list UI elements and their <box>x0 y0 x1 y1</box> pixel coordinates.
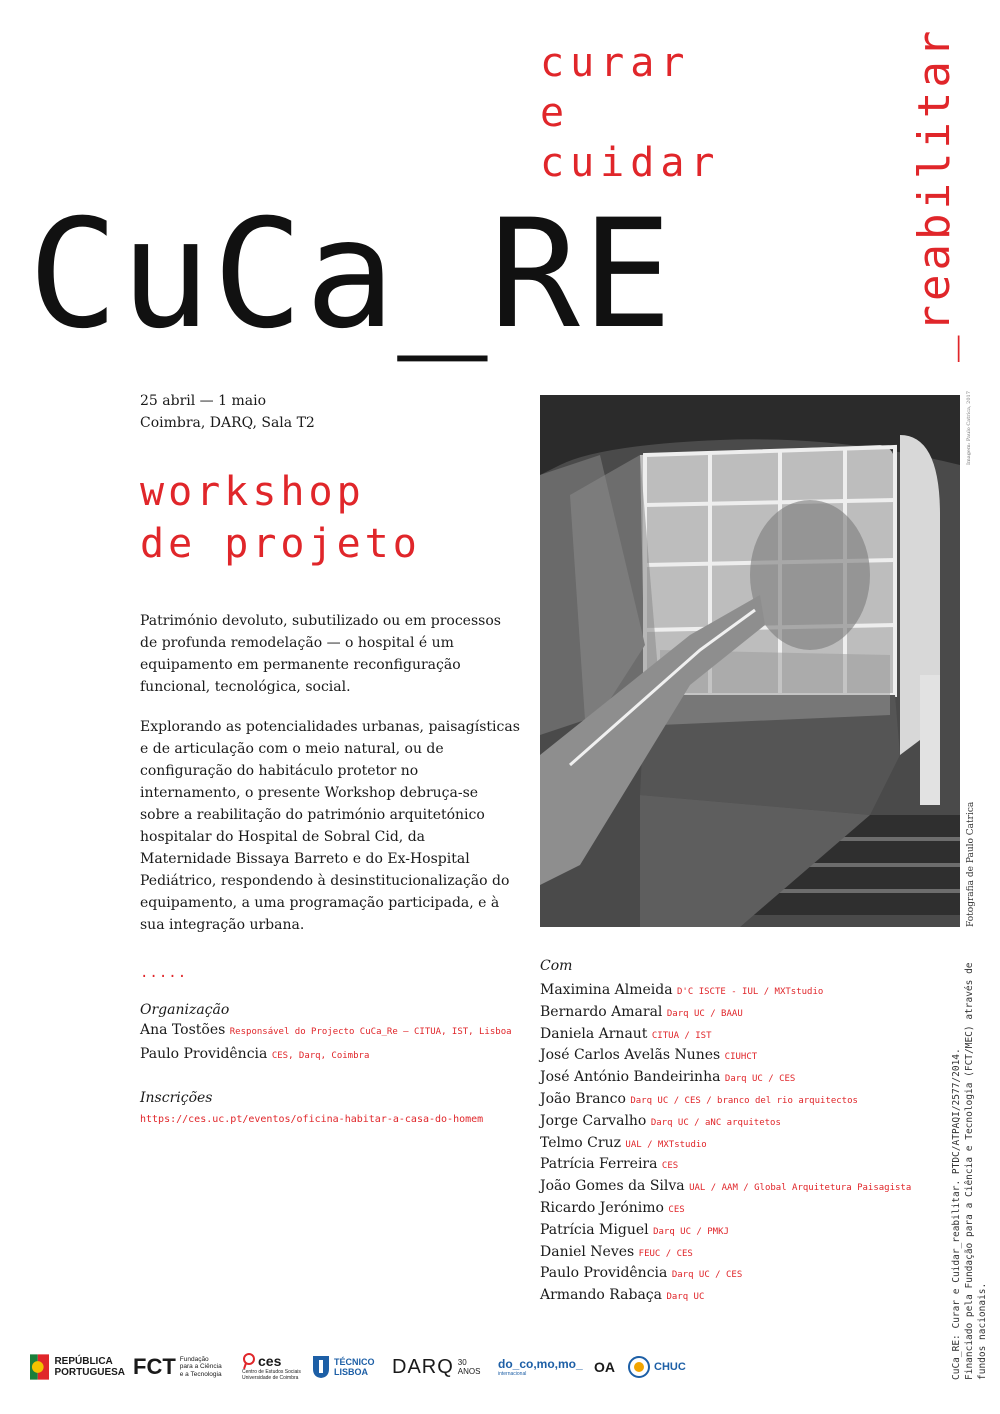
event-dates: 25 abril — 1 maio <box>140 393 267 409</box>
vertical-tag-reabilitar: _reabilitar <box>909 26 960 362</box>
tecnico-line: LISBOA <box>334 1367 369 1377</box>
participant-affiliation: CES <box>661 1161 679 1172</box>
participant-row <box>540 1176 960 1198</box>
participant-affiliation: CES <box>668 1204 685 1215</box>
participant-row <box>540 1111 960 1133</box>
event-info <box>140 390 315 434</box>
participant-affiliation: Darq UC / PMKJ <box>653 1226 729 1237</box>
chuc-logo <box>628 1345 706 1389</box>
organizer-row <box>140 1046 369 1062</box>
participant-affiliation: D'C ISCTE - IUL / MXTstudio <box>677 987 824 997</box>
ces-symbol-icon <box>242 1353 256 1369</box>
fct-mark: FCT <box>133 1354 176 1379</box>
republica-portuguesa-logo <box>30 1345 125 1389</box>
organizer-affiliation: CES, Darq, Coimbra <box>271 1051 370 1061</box>
republica-line: PORTUGUESA <box>54 1367 125 1378</box>
participant-name: Armando Rabaça <box>540 1287 662 1304</box>
participant-name: João Branco <box>540 1090 626 1107</box>
participant-affiliation: UAL / AAM / Global Arquitetura Paisagista <box>689 1183 912 1194</box>
participant-name: José António Bandeirinha <box>540 1069 721 1086</box>
darq-logo <box>392 1345 492 1389</box>
photo-credit <box>966 790 980 927</box>
workshop-title <box>140 466 421 570</box>
participant-row <box>540 1154 960 1176</box>
participant-affiliation: Darq UC / aNC arquitetos <box>650 1117 781 1128</box>
participant-name: Patrícia Ferreira <box>540 1156 658 1173</box>
organizer-name: Paulo Providência <box>140 1046 268 1062</box>
fct-line: Fundação <box>179 1355 209 1363</box>
photo-credit-text: Fotografia de Paulo Catrica <box>966 801 976 927</box>
participant-affiliation: Darq UC / CES <box>724 1074 796 1085</box>
participant-affiliation: Darq UC <box>666 1292 705 1303</box>
workshop-title-line: workshop <box>140 469 365 515</box>
docomomo-sub: internacional <box>498 1371 527 1377</box>
participant-row <box>540 1024 960 1046</box>
description-paragraph-1: Património devoluto, subutilizado ou em processos de profunda remodelação — o hospital é um equipamento em permanente reconfiguração funcional, tecnológica, social. <box>140 613 501 695</box>
main-title: CuCa_RE <box>28 188 675 362</box>
participant-row <box>540 1133 960 1155</box>
oa-logo <box>594 1345 622 1389</box>
participant-row <box>540 1067 960 1089</box>
participant-affiliation: UAL / MXTstudio <box>625 1139 707 1150</box>
subtitle-line: cuidar <box>540 140 721 186</box>
chuc-emblem-icon <box>628 1356 650 1378</box>
fct-logo <box>133 1345 243 1389</box>
financing-text <box>950 960 989 1380</box>
docomomo-logo <box>498 1345 586 1389</box>
darq-mark: DARQ <box>392 1355 454 1378</box>
participant-affiliation: Darq UC / CES <box>671 1270 743 1281</box>
participant-name: Daniel Neves <box>540 1243 635 1260</box>
participant-name: Paulo Providência <box>540 1265 668 1282</box>
chuc-mark: CHUC <box>654 1361 686 1373</box>
participant-name: Bernardo Amaral <box>540 1003 663 1020</box>
participant-name: Ricardo Jerónimo <box>540 1199 664 1216</box>
workshop-title-line: de projeto <box>140 521 421 567</box>
tecnico-shield-icon <box>312 1355 330 1379</box>
financing-line: CuCa_RE: Curar e Cuidar_reabilitar. PTDC/ATPAQI/2577/2014. <box>951 1048 962 1380</box>
darq-years: 30 <box>457 1358 467 1367</box>
organizer-row <box>140 1022 512 1038</box>
fct-line: para a Ciência <box>179 1363 222 1371</box>
participant-name: Patrícia Miguel <box>540 1221 649 1238</box>
organization-heading: Organização <box>140 1002 230 1018</box>
participant-row <box>540 1089 960 1111</box>
participant-name: José Carlos Avelãs Nunes <box>540 1047 721 1064</box>
coat-of-arms-icon <box>30 1354 49 1380</box>
participant-affiliation: Darq UC / BAAU <box>666 1008 743 1019</box>
organizer-affiliation: Responsável do Projecto CuCa_Re — CITUA, IST, Lisboa <box>229 1027 512 1037</box>
participant-row <box>540 1285 960 1307</box>
participant-row <box>540 1002 960 1024</box>
participant-name: Telmo Cruz <box>540 1134 621 1151</box>
ces-logo <box>242 1345 322 1389</box>
registration-heading: Inscrições <box>140 1090 213 1106</box>
darq-anos: ANOS <box>457 1367 481 1376</box>
participant-name: Daniela Arnaut <box>540 1025 648 1042</box>
financing-note <box>950 960 994 1380</box>
participant-row <box>540 980 960 1002</box>
docomomo-mark: do_co,mo,mo_ <box>498 1357 583 1371</box>
ces-mark: ces <box>258 1353 282 1369</box>
subtitle-line: curar <box>540 40 691 86</box>
participant-affiliation: CITUA / IST <box>651 1030 712 1041</box>
event-location: Coimbra, DARQ, Sala T2 <box>140 415 315 431</box>
ces-line: Centro de Estudos Sociais <box>242 1369 301 1375</box>
participant-name: João Gomes da Silva <box>540 1178 685 1195</box>
participant-name: Jorge Carvalho <box>540 1112 647 1129</box>
participant-row <box>540 1198 960 1220</box>
description-paragraph-2: Explorando as potencialidades urbanas, paisagísticas e de articulação com o meio natural, ou de configuração do habitáculo protetor no internamento, o presente Workshop debruça-se sobre a reabilitação do património arquitetónico hospitalar do Hospital de Sobral Cid, da Maternidade Bissaya Barreto e do Ex-Hospital Pediátrico, respondendo à desinstitucionalização do equipamento, a uma programação participada, e à sua integração urbana. <box>140 719 520 933</box>
photo-credit-small <box>966 391 978 465</box>
participant-row <box>540 1220 960 1242</box>
fct-line: e a Tecnologia <box>179 1370 222 1378</box>
republica-line: REPÚBLICA <box>54 1356 113 1367</box>
financing-line: Financiado pela Fundação para a Ciência e Tecnologia (FCT/MEC) através de fundos nacionais. <box>964 962 988 1380</box>
participants-heading: Com <box>540 958 573 974</box>
subtitle-curar-e-cuidar <box>540 38 721 188</box>
participant-row <box>540 1242 960 1264</box>
dotted-separator: ..... <box>140 965 188 981</box>
tecnico-line: TÉCNICO <box>334 1357 375 1367</box>
organizer-name: Ana Tostões <box>140 1022 226 1038</box>
photo-credit-small-text: Imagem: Paulo Catrica, 2017 <box>966 391 972 465</box>
staircase-photo <box>540 395 960 927</box>
participant-affiliation: CIUHCT <box>724 1052 758 1063</box>
participant-row <box>540 1045 960 1067</box>
participants-list <box>540 980 960 1307</box>
tecnico-lisboa-logo <box>312 1345 382 1389</box>
subtitle-line: e <box>540 90 571 136</box>
staircase-photo-illustration <box>540 395 960 927</box>
participant-affiliation: FEUC / CES <box>638 1248 693 1259</box>
registration-link[interactable]: https://ces.uc.pt/eventos/oficina-habitar-a-casa-do-homem <box>140 1114 484 1125</box>
partner-logos <box>30 1345 710 1395</box>
oa-mark: OA <box>594 1359 615 1375</box>
participant-row <box>540 1263 960 1285</box>
participant-name: Maximina Almeida <box>540 982 673 998</box>
ces-line: Universidade de Coimbra <box>242 1375 299 1381</box>
participant-affiliation: Darq UC / CES / branco del rio arquitectos <box>630 1095 858 1106</box>
